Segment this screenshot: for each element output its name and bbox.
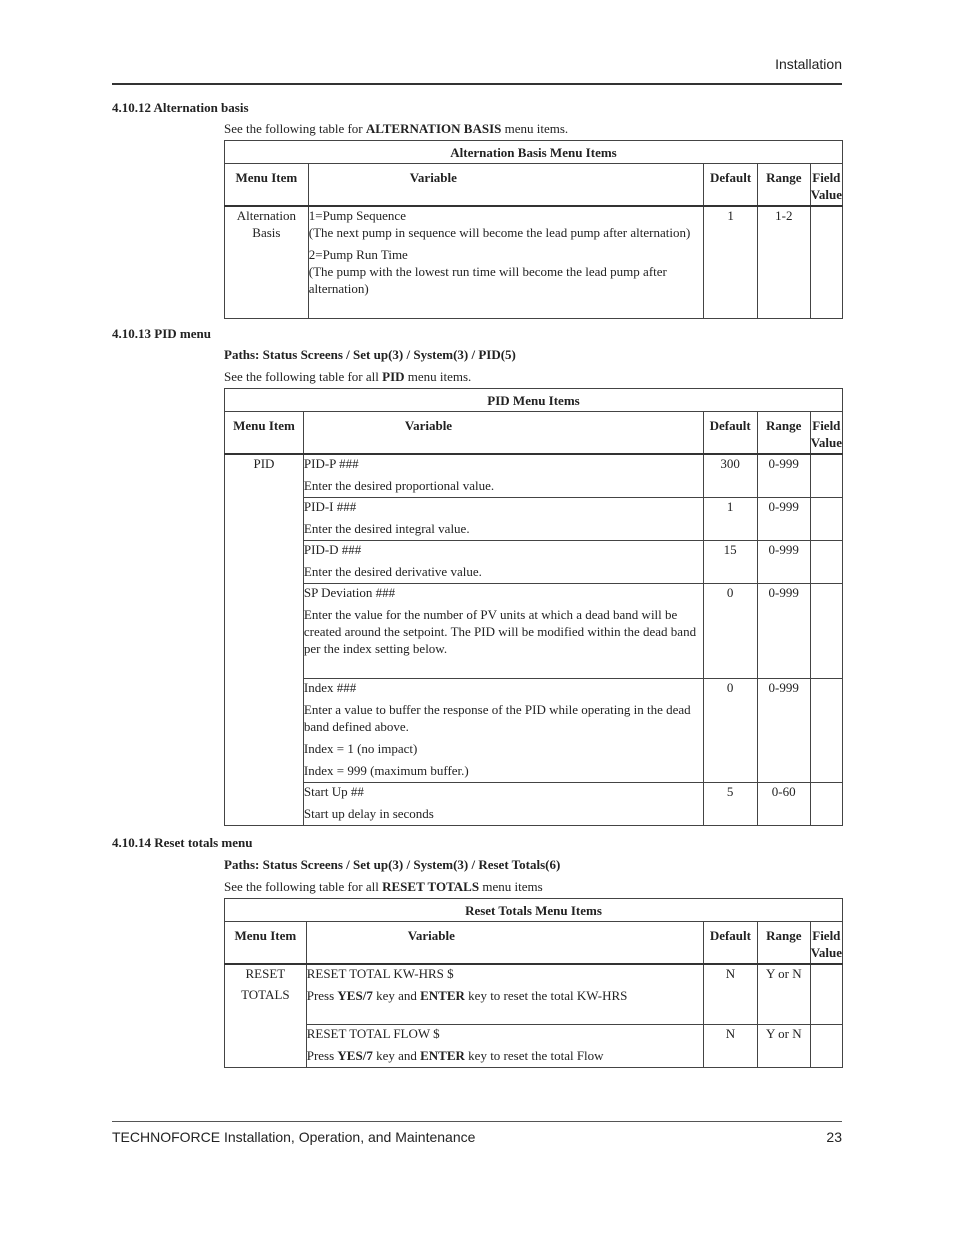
field-value-cell xyxy=(810,206,842,318)
field-value-cell xyxy=(810,782,842,825)
range-cell: 0-60 xyxy=(757,782,810,825)
table-row xyxy=(225,497,843,540)
reset-totals-table xyxy=(224,898,843,1068)
footer-title: TECHNOFORCE Installation, Operation, and Maintenance xyxy=(112,1129,476,1145)
pid-intro: See the following table for all PID menu items. xyxy=(224,369,472,384)
field-value-cell xyxy=(810,1024,842,1067)
pid-path: Paths: Status Screens / Set up(3) / System(3) / PID(5) xyxy=(224,347,516,362)
col-header-variable: Variable xyxy=(306,922,703,965)
col-header-default: Default xyxy=(703,412,757,455)
range-cell: 0-999 xyxy=(757,678,810,782)
default-cell: N xyxy=(703,964,757,1024)
table-row xyxy=(225,678,843,782)
pid-table xyxy=(224,388,843,826)
col-header-default: Default xyxy=(704,164,758,207)
default-cell: N xyxy=(703,1024,757,1067)
running-header: Installation xyxy=(775,56,842,72)
variable-cell: Start Up ## Start up delay in seconds xyxy=(303,782,703,825)
field-value-cell xyxy=(810,454,842,497)
table-title: Reset Totals Menu Items xyxy=(225,899,843,922)
variable-cell: RESET TOTAL FLOW $ Press YES/7 key and ENTER key to reset the total Flow xyxy=(306,1024,703,1067)
col-header-variable: Variable xyxy=(308,164,703,207)
col-header-variable: Variable xyxy=(303,412,703,455)
col-header-field-value: Field Value xyxy=(810,412,842,455)
default-cell: 300 xyxy=(703,454,757,497)
col-header-range: Range xyxy=(757,922,810,965)
col-header-menu-item: Menu Item xyxy=(225,922,307,965)
variable-cell: PID-P ### Enter the desired proportional value. xyxy=(303,454,703,497)
table-row xyxy=(225,583,843,678)
col-header-field-value: Field Value xyxy=(810,922,842,965)
field-value-cell xyxy=(810,964,842,1024)
table-row xyxy=(225,782,843,825)
section-heading-alternation: 4.10.12 Alternation basis xyxy=(112,100,249,115)
table-row xyxy=(225,540,843,583)
reset-intro: See the following table for all RESET TOTALS menu items xyxy=(224,879,543,894)
variable-cell: SP Deviation ### Enter the value for the number of PV units at which a dead band will be created around the setpoint. The PID will be modified within the dead band per the index setting below. xyxy=(303,583,703,678)
default-cell: 0 xyxy=(703,583,757,678)
default-cell: 1 xyxy=(703,497,757,540)
table-title: Alternation Basis Menu Items xyxy=(225,141,843,164)
col-header-range: Range xyxy=(758,164,811,207)
header-rule xyxy=(112,83,842,85)
col-header-menu-item: Menu Item xyxy=(225,164,309,207)
variable-cell: PID-I ### Enter the desired integral value. xyxy=(303,497,703,540)
variable-cell: PID-D ### Enter the desired derivative value. xyxy=(303,540,703,583)
default-cell: 0 xyxy=(703,678,757,782)
field-value-cell xyxy=(810,497,842,540)
table-row xyxy=(225,206,843,318)
alternation-table xyxy=(224,140,843,319)
range-cell: 0-999 xyxy=(757,540,810,583)
menu-item-cell: PID xyxy=(225,454,304,825)
range-cell: Y or N xyxy=(757,964,810,1024)
variable-cell: Index ### Enter a value to buffer the response of the PID while operating in the dead band defined above. Index = 1 (no impact) Index = 999 (maximum buffer.) xyxy=(303,678,703,782)
alternation-intro: See the following table for ALTERNATION BASIS menu items. xyxy=(224,121,569,136)
range-cell: 0-999 xyxy=(757,497,810,540)
field-value-cell xyxy=(810,678,842,782)
range-cell: Y or N xyxy=(757,1024,810,1067)
field-value-cell xyxy=(810,540,842,583)
default-cell: 15 xyxy=(703,540,757,583)
field-value-cell xyxy=(810,583,842,678)
col-header-default: Default xyxy=(703,922,757,965)
col-header-menu-item: Menu Item xyxy=(225,412,304,455)
section-heading-pid: 4.10.13 PID menu xyxy=(112,326,211,341)
variable-cell: 1=Pump Sequence (The next pump in sequence will become the lead pump after alternation) 2=Pump Run Time (The pump with the lowest run time will become the lead pump after alternation) xyxy=(308,206,703,318)
menu-item-cell: Alternation Basis xyxy=(225,206,309,318)
reset-path: Paths: Status Screens / Set up(3) / System(3) / Reset Totals(6) xyxy=(224,857,561,872)
page-number: 23 xyxy=(826,1129,842,1145)
col-header-field-value: Field Value xyxy=(810,164,842,207)
range-cell: 1-2 xyxy=(758,206,811,318)
section-heading-reset-totals: 4.10.14 Reset totals menu xyxy=(112,835,253,850)
table-title: PID Menu Items xyxy=(225,389,843,412)
menu-item-cell: RESET TOTALS xyxy=(225,964,307,1067)
col-header-range: Range xyxy=(757,412,810,455)
default-cell: 5 xyxy=(703,782,757,825)
range-cell: 0-999 xyxy=(757,583,810,678)
table-row xyxy=(225,1024,843,1067)
table-row xyxy=(225,964,843,1024)
default-cell: 1 xyxy=(704,206,758,318)
variable-cell: RESET TOTAL KW-HRS $ Press YES/7 key and ENTER key to reset the total KW-HRS xyxy=(306,964,703,1024)
table-row xyxy=(225,454,843,497)
footer-rule xyxy=(112,1121,842,1122)
range-cell: 0-999 xyxy=(757,454,810,497)
